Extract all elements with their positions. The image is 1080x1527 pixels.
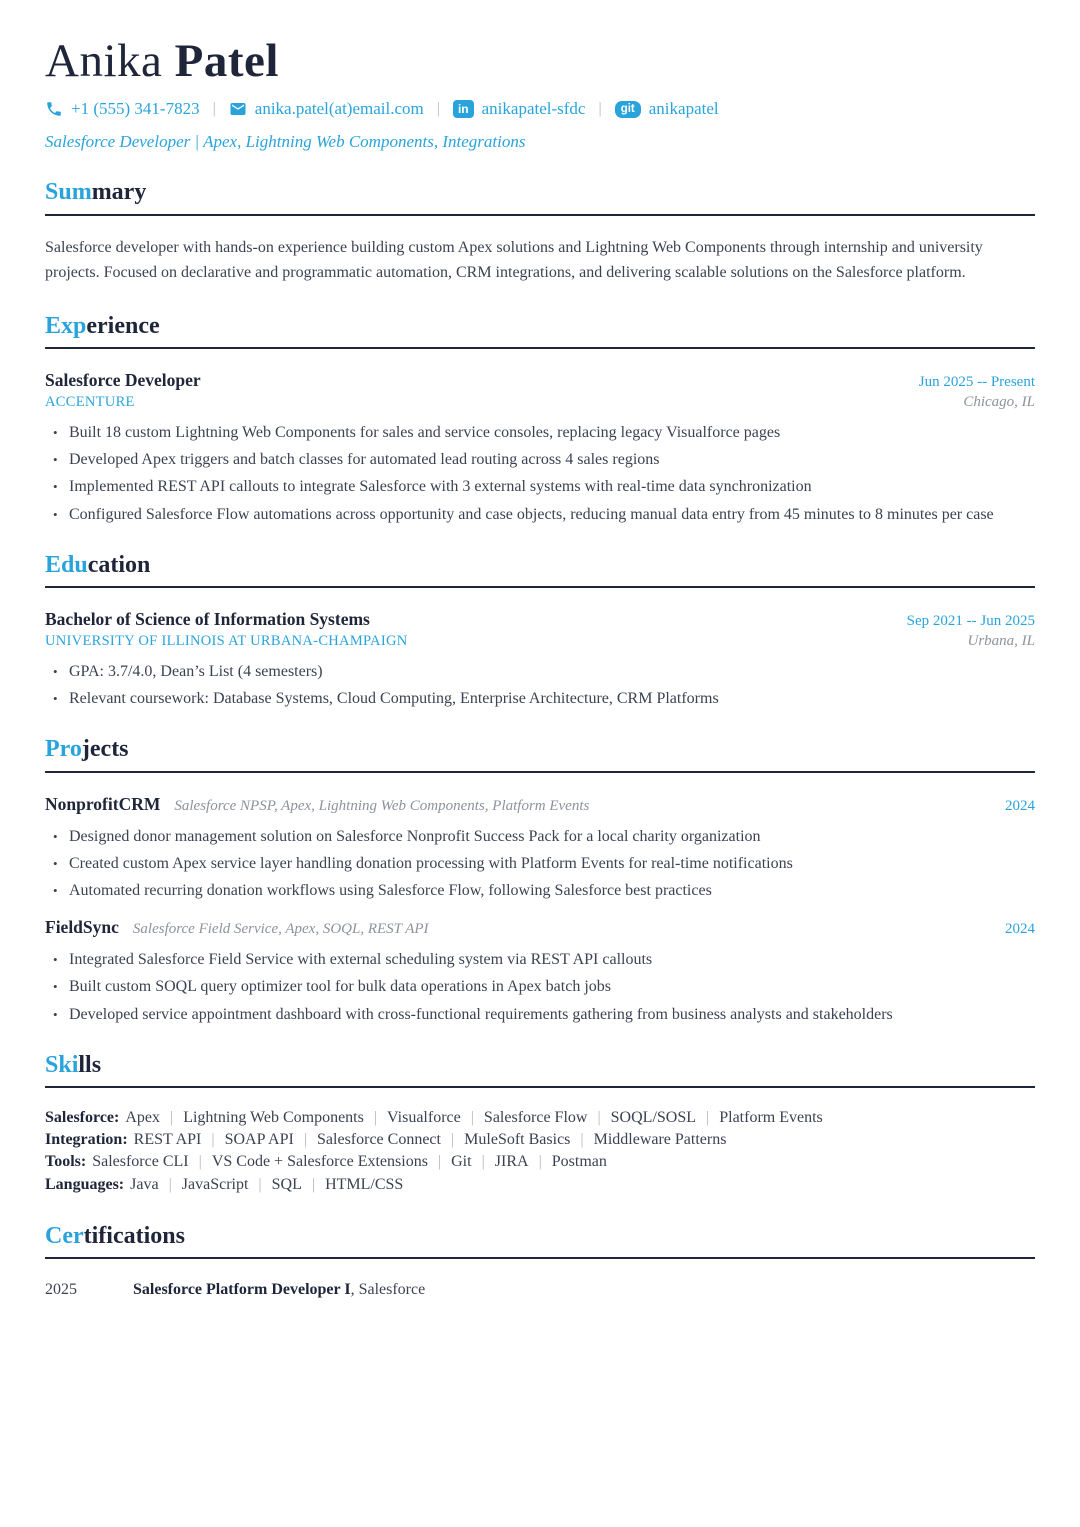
heading-accent: Cer [45,1222,84,1249]
skill-separator: | [437,1153,442,1171]
heading-rest: erience [86,312,160,339]
project-tech: Salesforce NPSP, Apex, Lightning Web Components, Platform Events [174,798,590,815]
section-rule [45,1257,1035,1259]
skill-item: Postman [551,1153,607,1171]
project-entry [45,917,1035,1024]
heading-accent: Ski [45,1051,79,1078]
project-title-group [45,917,429,938]
job-title: Salesforce Developer [45,370,201,391]
heading-accent: Sum [45,179,92,206]
skill-label: Languages: [45,1175,125,1193]
certification-entry [45,1281,1035,1299]
skill-separator: | [580,1131,584,1149]
section-heading-skills [45,1052,1035,1080]
education-title-row [45,609,1035,630]
bullet-item: • Built 18 custom Lightning Web Components for sales and service consoles, replacing legacy Visualforce pages [53,422,1035,443]
bullet-item: • Automated recurring donation workflows using Salesforce Flow, following Salesforce best practices [53,880,1035,901]
skill-separator: | [211,1131,215,1149]
skill-item: Salesforce Flow [483,1109,588,1127]
skill-items [134,1131,727,1148]
education-school-row [45,633,1035,650]
contact-separator: | [598,100,602,118]
bullet-item: • Created custom Apex service layer handling donation processing with Platform Events for real-time notifications [53,853,1035,874]
github-link[interactable]: anikapatel [648,99,719,119]
project-year: 2024 [1005,921,1035,938]
contact-row [45,99,1035,119]
skill-item: SOQL/SOSL [610,1109,697,1127]
skills-row-salesforce [45,1107,1035,1129]
contact-email [229,99,424,119]
section-heading-projects [45,736,1035,764]
section-heading-experience [45,313,1035,341]
bullet-item: • Designed donor management solution on Salesforce Nonprofit Success Pack for a local charity organization [53,826,1035,847]
skill-item: REST API [133,1131,202,1149]
section-education [45,552,1035,710]
skill-item: Platform Events [719,1109,823,1127]
section-experience [45,313,1035,525]
skill-item: Visualforce [387,1109,461,1127]
section-rule [45,1086,1035,1088]
section-rule [45,586,1035,588]
skill-item: SOAP API [224,1131,294,1149]
bullet-item: • Integrated Salesforce Field Service with external scheduling system via REST API callouts [53,949,1035,970]
section-skills [45,1052,1035,1196]
phone-icon [45,100,63,118]
heading-rest: lls [78,1051,102,1078]
project-entry [45,794,1035,901]
bullet-item: • Built custom SOQL query optimizer tool for bulk data operations in Apex batch jobs [53,976,1035,997]
heading-rest: cation [87,551,151,578]
contact-github [615,99,719,119]
skill-item: Middleware Patterns [593,1131,727,1149]
phone-link[interactable]: +1 (555) 341-7823 [71,99,200,119]
skill-separator: | [311,1175,316,1193]
heading-accent: Pro [45,736,82,763]
skills-block [45,1107,1035,1195]
experience-company-row [45,394,1035,411]
skill-label: Tools: [45,1153,87,1171]
header [45,34,1035,152]
project-title-row [45,794,1035,815]
skill-separator: | [470,1109,474,1127]
skill-item: HTML/CSS [325,1175,404,1193]
bullet-item: • Configured Salesforce Flow automations across opportunity and case objects, reducing manual data entry from 45 minutes to 8 minutes per case [53,504,1035,525]
skill-item: Java [130,1175,159,1193]
skill-items [130,1176,403,1193]
project-tech: Salesforce Field Service, Apex, SOQL, REST API [132,921,429,938]
project-bullets [45,826,1035,901]
project-title-group [45,794,589,815]
bullet-item: • Developed Apex triggers and batch classes for automated lead routing across 4 sales regions [53,449,1035,470]
cert-title: Salesforce Platform Developer I [133,1281,351,1299]
section-rule [45,347,1035,349]
skill-item: SQL [271,1175,302,1193]
skill-separator: | [258,1175,262,1193]
bullet-item: • Relevant coursework: Database Systems, Cloud Computing, Enterprise Architecture, CRM Platforms [53,688,1035,709]
project-title-row [45,917,1035,938]
linkedin-icon: in [453,100,474,118]
cert-year: 2025 [45,1281,77,1299]
job-dates: Jun 2025 -- Present [918,374,1035,391]
experience-title-row [45,370,1035,391]
company-name: ACCENTURE [45,394,135,411]
skill-items [125,1109,822,1126]
linkedin-link[interactable]: anikapatel-sfdc [481,99,586,119]
skill-separator: | [481,1153,485,1171]
heading-rest: mary [91,179,147,206]
skill-item: MuleSoft Basics [464,1131,571,1149]
heading-rest: tifications [83,1222,185,1249]
skills-row-integration [45,1129,1035,1151]
bullet-item: • Developed service appointment dashboard with cross-functional requirements gathering from business analysts and stakeholders [53,1004,1035,1025]
skill-item: Salesforce Connect [317,1131,441,1149]
contact-linkedin [453,99,586,119]
contact-separator: | [436,100,440,118]
section-heading-certifications [45,1223,1035,1251]
job-location: Chicago, IL [963,394,1035,411]
last-name: Patel [174,35,279,87]
skill-label: Integration: [45,1131,128,1149]
skill-items [92,1153,607,1170]
contact-phone [45,99,200,119]
tagline: Salesforce Developer | Apex, Lightning Web Components, Integrations [45,132,526,152]
heading-accent: Edu [45,551,88,578]
section-rule [45,214,1035,216]
skill-item: Lightning Web Components [183,1109,364,1127]
section-rule [45,771,1035,773]
skill-item: Git [451,1153,472,1171]
skill-item: JIRA [494,1153,529,1171]
skill-separator: | [170,1109,174,1127]
skill-separator: | [597,1109,601,1127]
section-summary [45,179,1035,285]
skill-item: Apex [125,1109,160,1127]
experience-entry [45,370,1035,524]
email-icon [229,100,247,118]
skill-separator: | [168,1175,172,1193]
bullet-item: • GPA: 3.7/4.0, Dean’s List (4 semesters) [53,661,1035,682]
skill-item: JavaScript [181,1175,249,1193]
contact-separator: | [212,100,216,118]
section-projects [45,736,1035,1024]
summary-text: Salesforce developer with hands-on experience building custom Apex solutions and Lightning Web Components through internship and university projects. Focused on declarative and programmatic automation, CRM integrations, and delivering scalable solutions on the Salesforce platform. [45,239,983,282]
section-certifications [45,1223,1035,1300]
school-name: UNIVERSITY OF ILLINOIS AT URBANA-CHAMPAIGN [45,633,408,650]
skill-separator: | [198,1153,202,1171]
project-name: NonprofitCRM [45,794,161,815]
section-heading-education [45,552,1035,580]
heading-accent: Exp [45,312,87,339]
section-heading-summary [45,179,1035,207]
education-bullets [45,661,1035,709]
project-year: 2024 [1005,798,1035,815]
education-entry [45,609,1035,709]
skills-row-languages [45,1174,1035,1196]
degree-title: Bachelor of Science of Information Systems [45,609,370,630]
skill-separator: | [706,1109,710,1127]
email-link[interactable]: anika.patel(at)email.com [254,99,424,119]
cert-issuer: , Salesforce [350,1281,426,1299]
project-bullets [45,949,1035,1024]
person-name [45,34,1035,89]
heading-rest: jects [81,736,129,763]
skill-separator: | [303,1131,308,1149]
project-name: FieldSync [45,917,119,938]
bullet-item: • Implemented REST API callouts to integrate Salesforce with 3 external systems with real-time data synchronization [53,476,1035,497]
education-dates: Sep 2021 -- Jun 2025 [906,613,1035,630]
first-name: Anika [45,35,163,87]
skill-item: VS Code + Salesforce Extensions [211,1153,428,1171]
github-icon: git [615,101,641,119]
skill-separator: | [373,1109,378,1127]
skill-item: Salesforce CLI [92,1153,189,1171]
experience-bullets [45,422,1035,524]
skill-separator: | [450,1131,455,1149]
skill-separator: | [538,1153,542,1171]
skills-row-tools [45,1151,1035,1173]
education-location: Urbana, IL [967,633,1035,650]
skill-label: Salesforce: [45,1109,120,1127]
